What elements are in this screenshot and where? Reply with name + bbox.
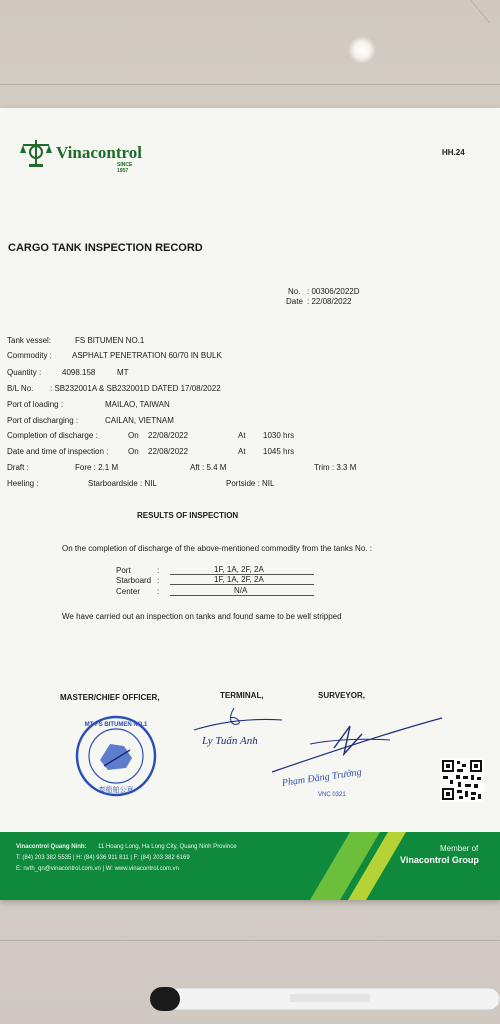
inspection-at: At [238, 447, 246, 456]
completion-time: 1030 hrs [263, 431, 295, 440]
terminal-signature-label: TERMINAL, [220, 691, 264, 700]
document-footer [0, 832, 500, 900]
draft-fore: Fore : 2.1 M [75, 463, 119, 472]
inspection-document [0, 108, 500, 900]
port-loading-label: Port of loading : [7, 400, 64, 409]
results-heading: RESULTS OF INSPECTION [137, 511, 239, 520]
tank-vessel-label: Tank vessel: [7, 336, 52, 345]
result-row-label: Center [116, 587, 141, 596]
ship-stamp-icon [74, 714, 158, 798]
record-date-label: Date [286, 297, 303, 306]
footer-stripe-decoration [310, 832, 450, 900]
completion-label: Completion of discharge : [7, 431, 98, 440]
port-discharging-value: CAILAN, VIETNAM [105, 416, 174, 425]
heeling-label: Heeling : [7, 479, 39, 488]
floor-tile-line [470, 0, 490, 23]
result-row-colon: : [157, 587, 160, 596]
tank-vessel-value: FS BITUMEN NO.1 [75, 336, 145, 345]
footer-contact: E: nvth_qn@vinacontrol.com.vn | W: www.vinacontrol.com.vn [16, 866, 179, 872]
result-row-label: Starboard [116, 576, 152, 585]
footer-phones: T: (84) 203 382 5535 | H: (84) 936 911 811 | F: (84) 203 382 6169 [16, 855, 190, 861]
surveyor-code: VNC 0321 [318, 792, 346, 798]
result-row-value: N/A [234, 586, 248, 595]
completion-on: On [128, 431, 139, 440]
record-number-label: No. [288, 287, 301, 296]
draft-aft: Aft : 5.4 M [190, 463, 227, 472]
inspection-date: 22/08/2022 [148, 447, 189, 456]
master-signature-label: MASTER/CHIEF OFFICER, [60, 693, 160, 702]
results-intro: On the completion of discharge of the above-mentioned commodity from the tanks No. : [62, 544, 372, 553]
logo-wordmark: Vinacontrol [56, 143, 142, 162]
result-row-colon: : [157, 576, 160, 585]
port-loading-value: MAILAO, TAIWAN [105, 400, 170, 409]
result-row-value: 1F, 1A, 2F, 2A [214, 575, 264, 584]
draft-label: Draft : [7, 463, 29, 472]
result-row-label: Port [116, 566, 131, 575]
draft-trim: Trim : 3.3 M [314, 463, 357, 472]
commodity-label: Commodity : [7, 351, 52, 360]
result-row-underline [170, 584, 314, 585]
svg-text:奉船舶公章: 奉船舶公章 [98, 786, 134, 794]
heeling-starboard: Starboardside : NIL [88, 479, 157, 488]
heeling-port: Portside : NIL [226, 479, 275, 488]
floor-tile-line [0, 940, 500, 941]
svg-text:MT FS BITUMEN NO.1: MT FS BITUMEN NO.1 [84, 722, 148, 728]
quantity-label: Quantity : [7, 368, 42, 377]
completion-date: 22/08/2022 [148, 431, 189, 440]
document-title: CARGO TANK INSPECTION RECORD [8, 242, 203, 254]
record-date-value: : 22/08/2022 [307, 297, 352, 306]
quantity-value: 4098.158 [62, 368, 96, 377]
footer-member-line2: Vinacontrol Group [400, 855, 479, 865]
floor-tile-line [0, 84, 500, 85]
form-code: HH.24 [442, 148, 465, 157]
scales-logo-icon [20, 138, 52, 168]
logo-tagline: SINCE 1957 [117, 162, 133, 174]
footer-office-name: Vinacontrol Quang Ninh: [16, 844, 87, 850]
completion-at: At [238, 431, 246, 440]
results-conclusion: We have carried out an inspection on tanks and found same to be well stripped [62, 612, 342, 621]
result-row-underline [170, 595, 314, 596]
footer-member-line1: Member of [440, 844, 479, 853]
commodity-value: ASPHALT PENETRATION 60/70 IN BULK [72, 351, 222, 360]
footer-office-address: 11 Hoang Long, Ha Long City, Quang Ninh Province [98, 844, 237, 850]
inspection-on: On [128, 447, 139, 456]
surveyor-name: Phạm Đăng Trường [281, 766, 363, 789]
bl-label: B/L No. [7, 384, 34, 393]
svg-text:Ly Tuấn Anh: Ly Tuấn Anh [202, 735, 258, 747]
record-number-value: : 00306/2022D [307, 287, 360, 296]
port-discharging-label: Port of discharging : [7, 416, 79, 425]
light-reflection [348, 36, 376, 64]
surveyor-signature-mark [270, 714, 450, 774]
inspection-label: Date and time of inspection : [7, 447, 109, 456]
result-row-colon: : [157, 566, 160, 575]
qr-code-icon [440, 758, 484, 802]
pen-object [140, 984, 500, 1014]
result-row-value: 1F, 1A, 2F, 2A [214, 565, 264, 574]
bl-value: : SB232001A & SB232001D DATED 17/08/2022 [50, 384, 221, 393]
quantity-unit: MT [117, 368, 129, 377]
surveyor-signature-label: SURVEYOR, [318, 691, 365, 700]
inspection-time: 1045 hrs [263, 447, 295, 456]
